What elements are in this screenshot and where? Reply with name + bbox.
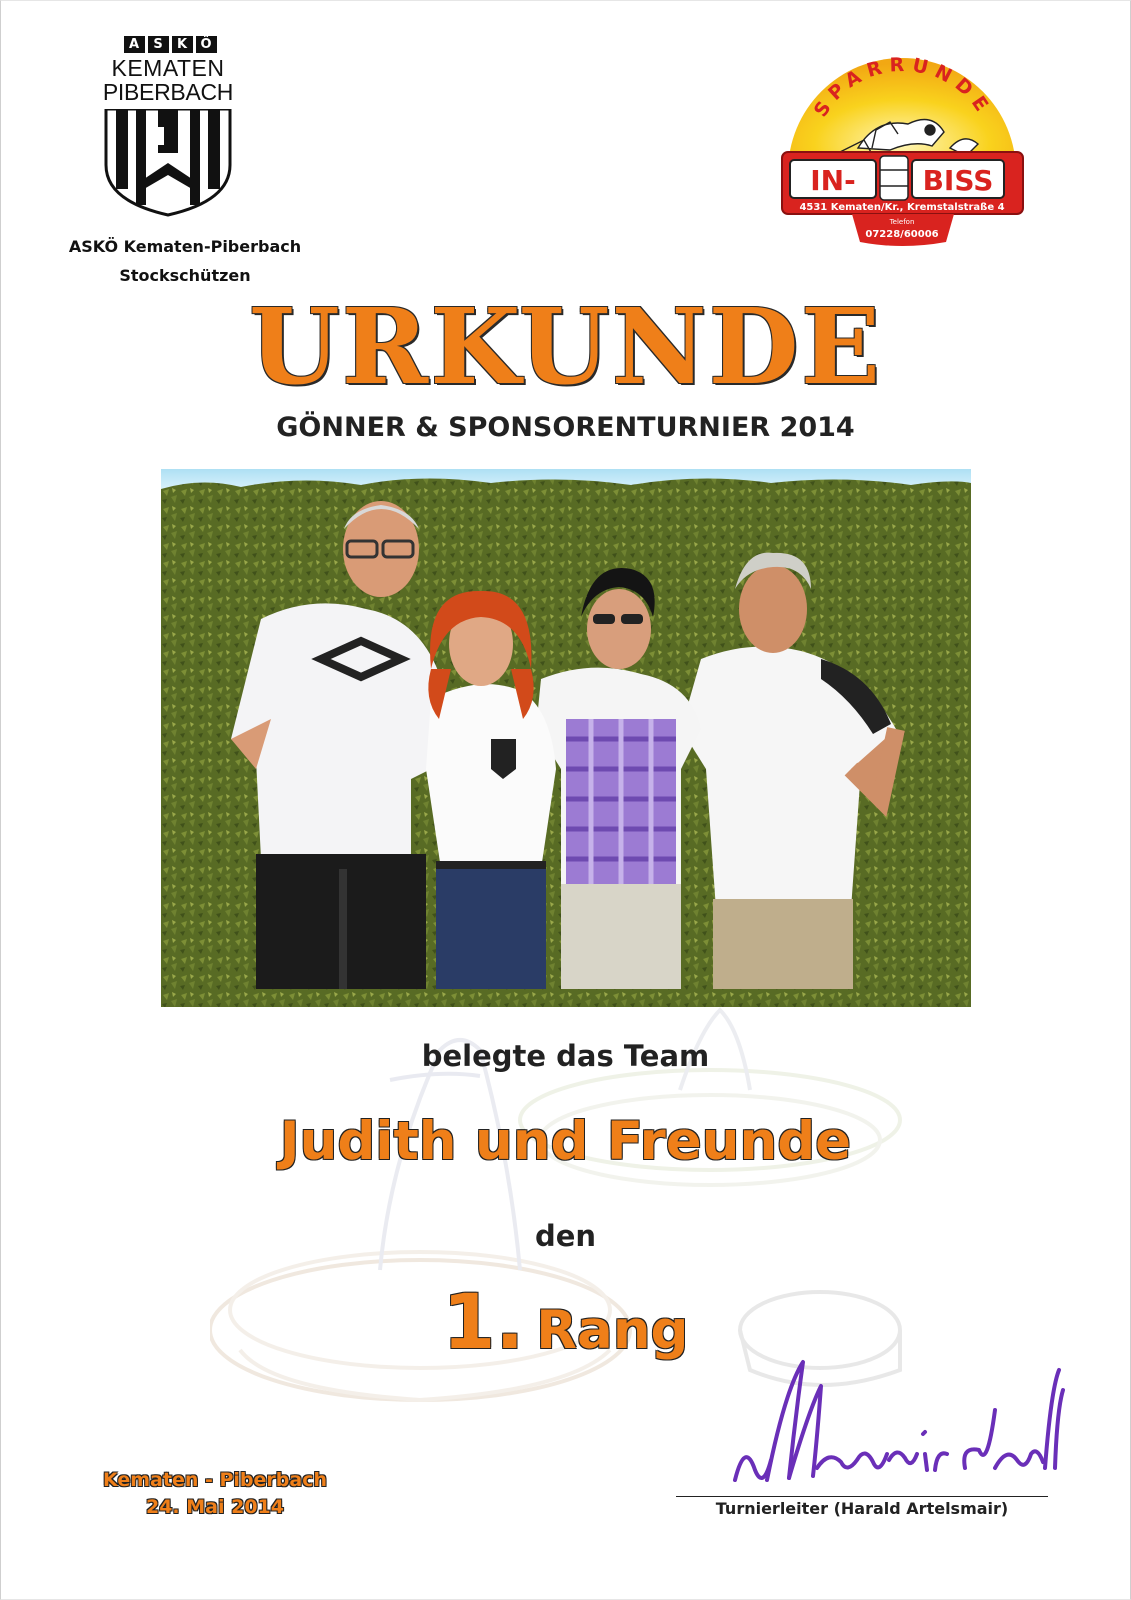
- club-name-line1: ASKÖ Kematen-Piberbach: [68, 237, 302, 256]
- sponsor-phone-label: Telefon: [889, 218, 915, 226]
- club-logo-letter: A: [124, 36, 145, 53]
- phrase-belegte: belegte das Team: [421, 1039, 710, 1073]
- club-logo-letters: [102, 36, 238, 54]
- sponsor-name-right: BISS: [922, 164, 994, 197]
- club-logo-letter: K: [172, 36, 193, 53]
- rank-word: Rang: [536, 1300, 689, 1361]
- sponsor-logo: [780, 52, 1025, 247]
- sponsor-arc-text: SPARRUNDE: [809, 53, 997, 122]
- club-logo-line1: KEMATEN: [111, 55, 225, 81]
- certificate-title: URKUNDE: [248, 285, 883, 408]
- signature-image: [725, 1350, 1065, 1490]
- club-logo-letter: S: [148, 36, 169, 53]
- sponsor-barrel-icon: [880, 156, 908, 200]
- club-shield-icon: [102, 109, 234, 217]
- place: Kematen - Piberbach: [102, 1469, 327, 1491]
- rank-number: 1: [442, 1277, 496, 1366]
- sponsor-phone: 07228/60006: [865, 229, 939, 240]
- team-name: Judith und Freunde: [279, 1111, 852, 1172]
- club-name-line2: Stockschützen: [119, 266, 251, 285]
- sponsor-name-left: IN-: [810, 164, 856, 197]
- club-logo: [98, 36, 238, 226]
- signature-label: Turnierleiter (Harald Artelsmair): [715, 1499, 1009, 1518]
- team-photo: [161, 469, 971, 1007]
- sponsor-address: 4531 Kematen/Kr., Kremstalstraße 4: [799, 202, 1005, 213]
- club-name: [20, 232, 350, 290]
- club-logo-line2: PIBERBACH: [102, 79, 234, 105]
- date: 24. Mai 2014: [145, 1496, 284, 1518]
- place-date: [60, 1467, 370, 1521]
- phrase-den: den: [534, 1219, 597, 1253]
- certificate-subtitle: GÖNNER & SPONSORENTURNIER 2014: [276, 412, 855, 443]
- rank-dot: .: [495, 1277, 525, 1366]
- club-logo-letter: Ö: [196, 36, 217, 53]
